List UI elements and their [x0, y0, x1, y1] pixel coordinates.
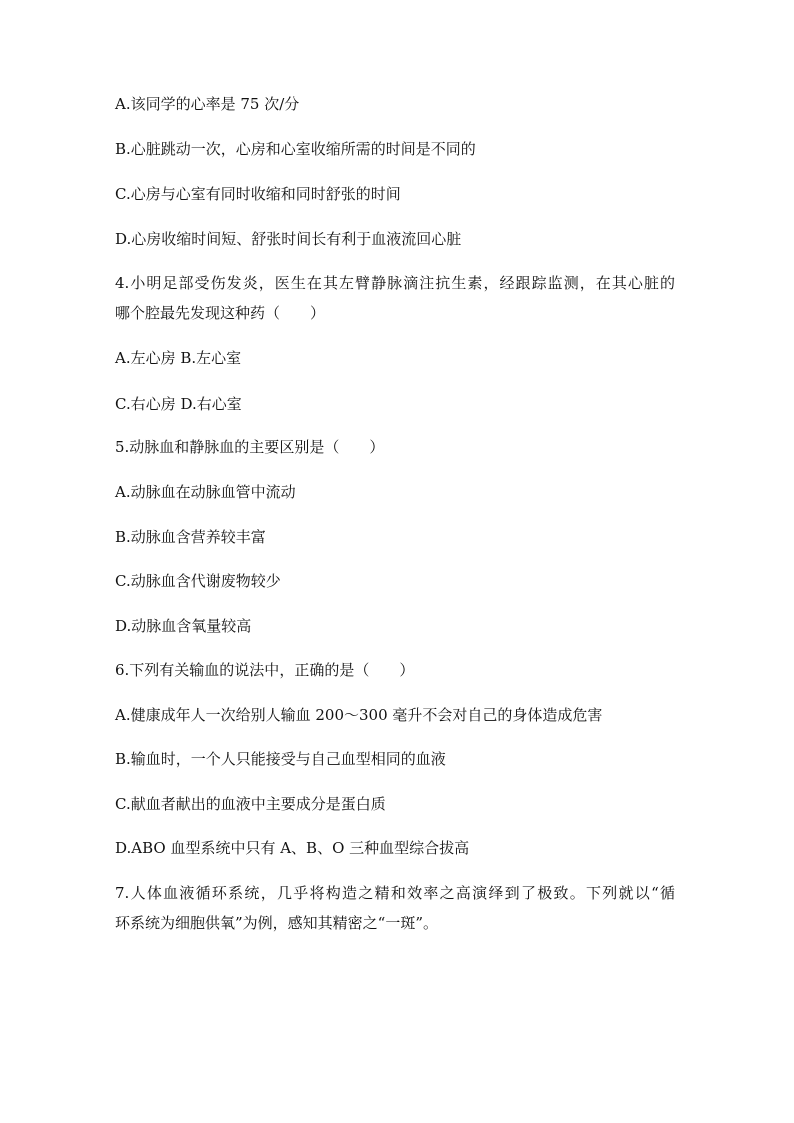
- question-6: 6.下列有关输血的说法中，正确的是（ ）: [115, 661, 415, 679]
- option-5a: A.动脉血在动脉血管中流动: [115, 483, 296, 501]
- option-4ab: A.左心房 B.左心室: [115, 349, 242, 367]
- option-5c: C.动脉血含代谢废物较少: [115, 572, 281, 590]
- option-4cd: C.右心房 D.右心室: [115, 395, 242, 413]
- question-4-line-1: 4.小明足部受伤发炎，医生在其左臂静脉滴注抗生素，经跟踪监测，在其心脏的: [115, 274, 675, 292]
- option-6b: B.输血时，一个人只能接受与自己血型相同的血液: [115, 750, 446, 768]
- question-4-line-2: 哪个腔最先发现这种药（ ）: [115, 304, 326, 322]
- option-3b: B.心脏跳动一次，心房和心室收缩所需的时间是不同的: [115, 140, 476, 158]
- option-6c: C.献血者献出的血液中主要成分是蛋白质: [115, 795, 386, 813]
- option-5b: B.动脉血含营养较丰富: [115, 528, 266, 546]
- question-7-line-2: 环系统为细胞供氧”为例，感知其精密之“一斑”。: [115, 914, 439, 932]
- option-6a: A.健康成年人一次给别人输血 200～300 毫升不会对自己的身体造成危害: [115, 706, 603, 724]
- option-5d: D.动脉血含氧量较高: [115, 617, 252, 635]
- question-7-line-1: 7.人体血液循环系统，几乎将构造之精和效率之高演绎到了极致。下列就以“循: [115, 884, 675, 902]
- option-6d: D.ABO 血型系统中只有 A、B、O 三种血型综合拔高: [115, 839, 470, 857]
- option-3d: D.心房收缩时间短、舒张时间长有利于血液流回心脏: [115, 230, 462, 248]
- question-5: 5.动脉血和静脉血的主要区别是（ ）: [115, 438, 385, 456]
- option-3a: A.该同学的心率是 75 次/分: [115, 95, 300, 113]
- option-3c: C.心房与心室有同时收缩和同时舒张的时间: [115, 185, 401, 203]
